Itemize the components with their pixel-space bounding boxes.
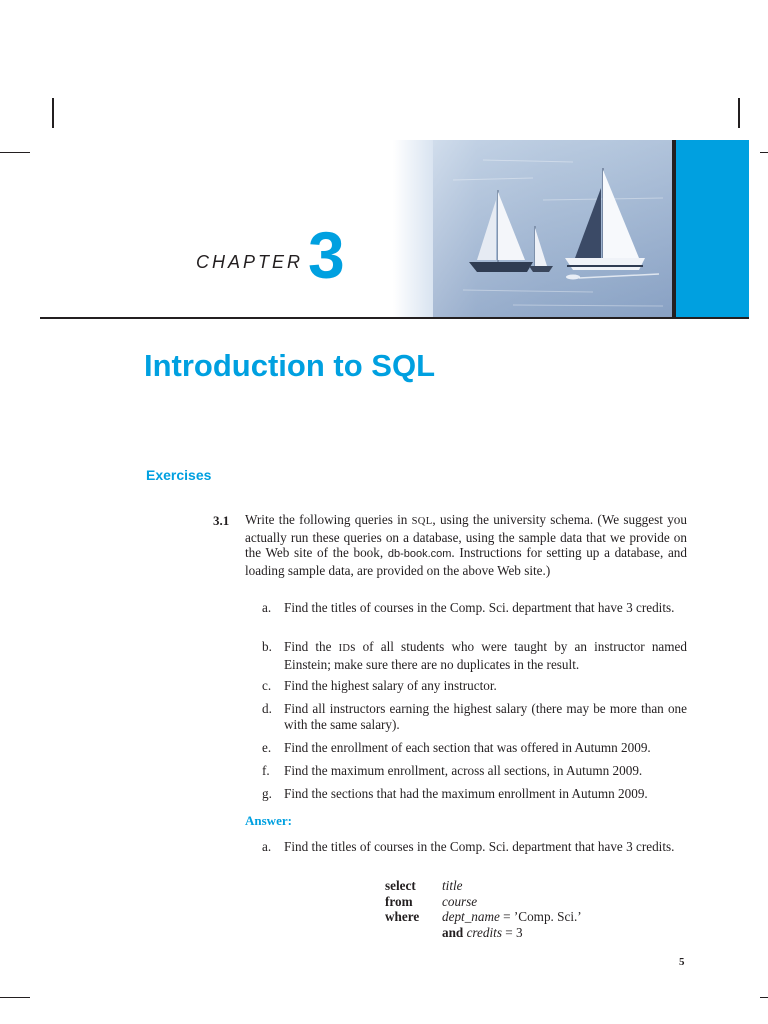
item-label: c.: [262, 678, 272, 693]
item-text: Find the titles of courses in the Comp. Sci. department that have 3 credits.: [284, 839, 675, 854]
list-item: [262, 600, 687, 616]
exercise-number: 3.1: [213, 513, 230, 528]
list-item: [262, 701, 687, 732]
crop-mark: [760, 152, 768, 153]
item-text: Find the enrollment of each section that was offered in Autumn 2009.: [284, 740, 651, 755]
item-label: a.: [262, 839, 272, 854]
sql-select-expr: title: [442, 878, 463, 893]
crop-mark: [760, 997, 768, 998]
item-label: b.: [262, 639, 272, 654]
answer-label: Answer:: [245, 813, 292, 828]
page-number: 5: [679, 956, 685, 968]
sql-from-expr: course: [442, 893, 478, 909]
item-text: Find the sections that had the maximum enrollment in Autumn 2009.: [284, 786, 648, 801]
sql-keyword-select: select: [385, 878, 416, 893]
exercise-intro: Write the following queries in SQL, using the university schema. (We suggest you actually run these queries on a database, using the sample data that we provide on the Web site of the book, db-book.com. Instructions for setting up a database, and loading sample data, are provided on the above Web site.): [245, 512, 687, 578]
chapter-number: 3: [308, 218, 345, 292]
chapter-title: Introduction to SQL: [144, 348, 436, 383]
sql-keyword-where: where: [385, 909, 420, 924]
list-item: [262, 639, 687, 672]
item-text: Find the titles of courses in the Comp. Sci. department that have 3 credits.: [284, 600, 675, 615]
item-label: a.: [262, 600, 272, 615]
sailboats-photo: [393, 140, 673, 318]
crop-mark: [738, 98, 740, 128]
sql-and-expr: and credits = 3: [442, 924, 523, 940]
item-text: Find the highest salary of any instructor.: [284, 678, 497, 693]
list-item: [262, 678, 687, 694]
item-label: d.: [262, 701, 272, 716]
section-heading: Exercises: [146, 467, 212, 483]
item-label: g.: [262, 786, 272, 801]
chapter-label: CHAPTER: [196, 252, 304, 272]
item-text: Find all instructors earning the highest salary (there may be more than one with the same salary).: [284, 701, 687, 732]
item-label: f.: [262, 763, 270, 778]
crop-mark: [0, 152, 30, 153]
item-text: Find the IDs of all students who were taught by an instructor named Einstein; make sure there are no duplicates in the result.: [284, 639, 687, 672]
header-rule: [40, 317, 749, 319]
crop-mark: [0, 997, 30, 998]
item-label: e.: [262, 740, 272, 755]
item-text: Find the maximum enrollment, across all sections, in Autumn 2009.: [284, 763, 643, 778]
answer-item: [262, 839, 687, 855]
crop-mark: [52, 98, 54, 128]
header-accent-bar: [676, 140, 749, 318]
list-item: [262, 763, 687, 779]
list-item: [262, 786, 687, 802]
sql-keyword-from: from: [385, 893, 413, 909]
sql-where-expr: dept_name = ’Comp. Sci.’: [442, 909, 582, 924]
list-item: [262, 740, 687, 756]
